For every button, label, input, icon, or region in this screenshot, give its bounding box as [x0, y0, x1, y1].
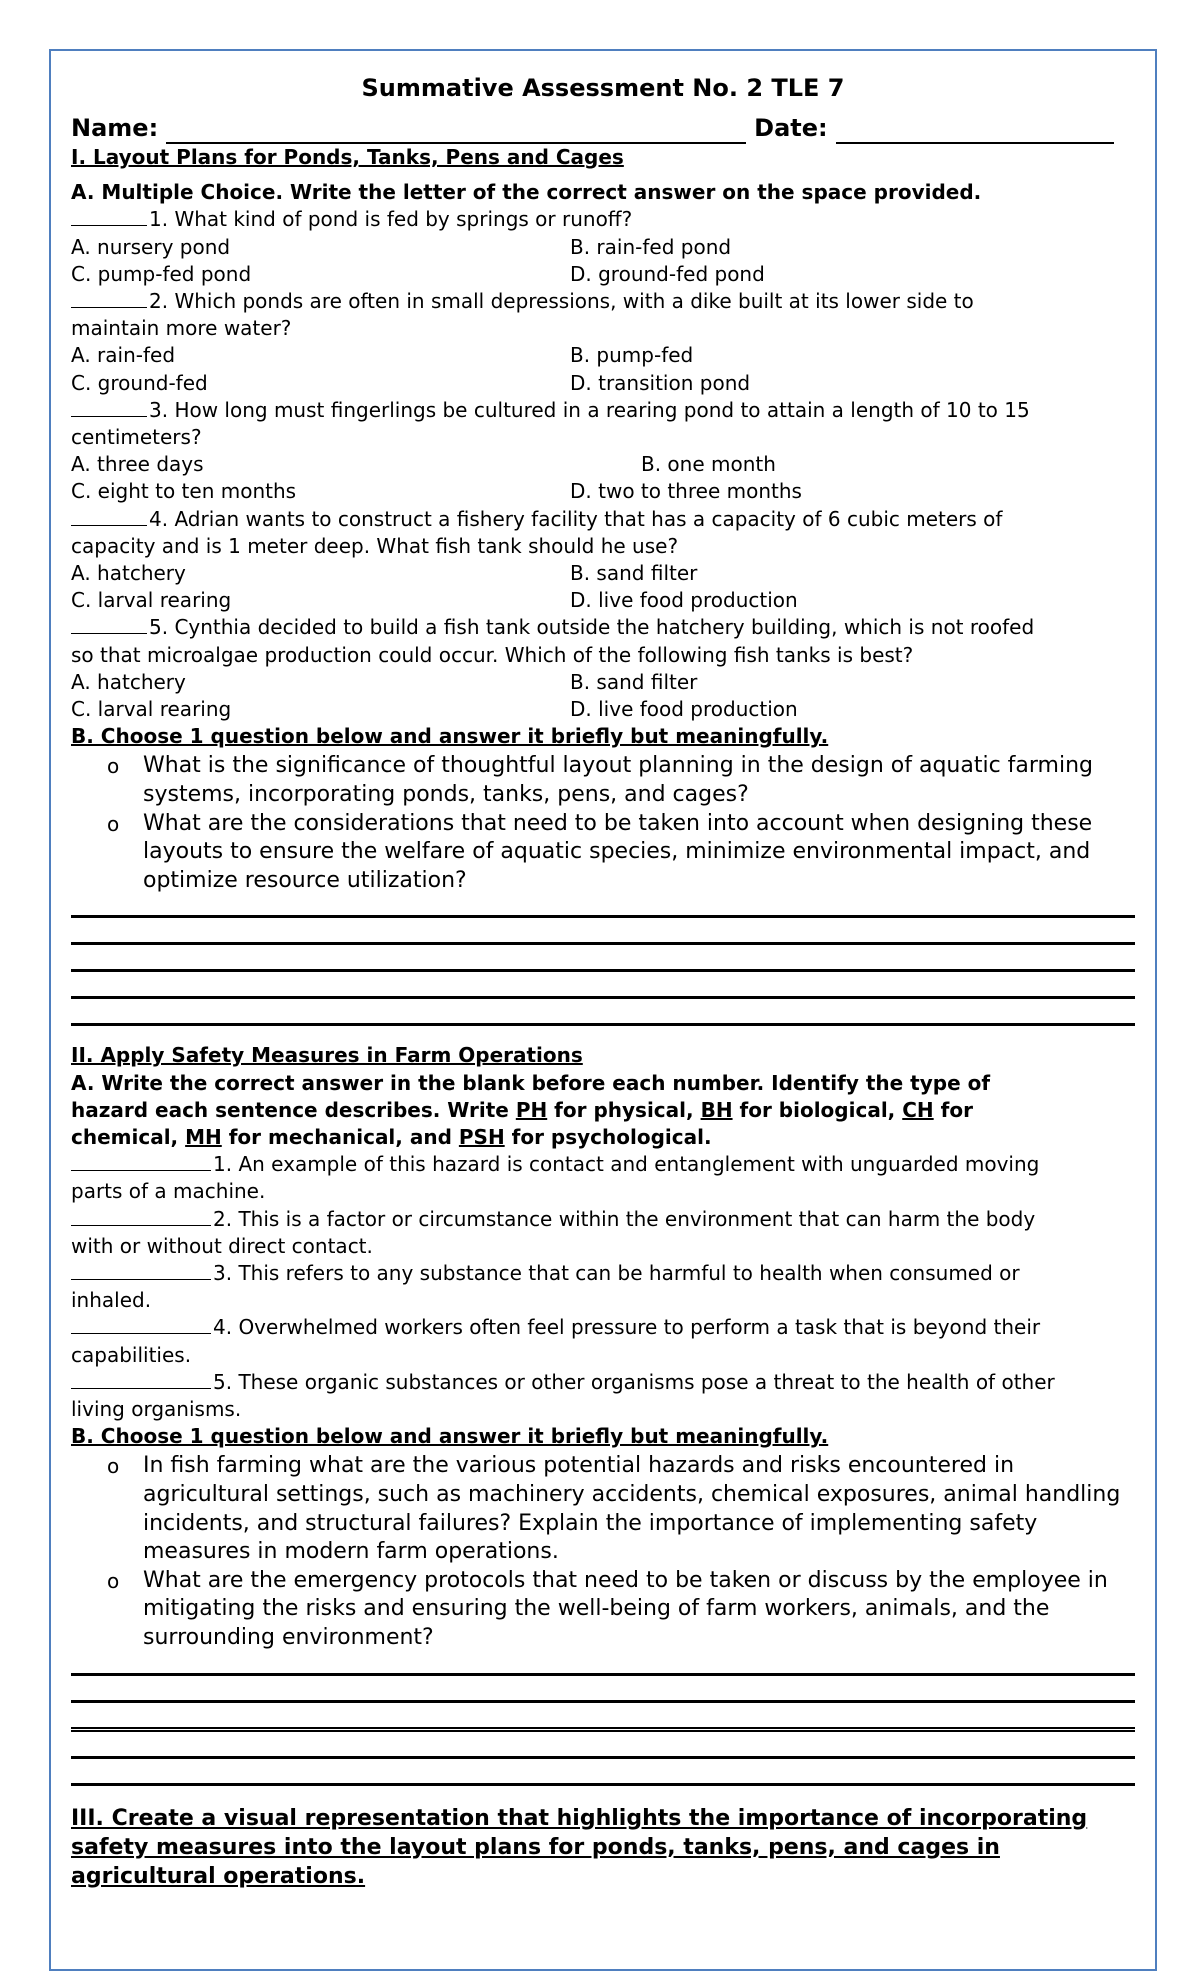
option-b: B. rain-fed pond [570, 234, 732, 259]
part1-b-instruction: B. Choose 1 question below and answer it briefly but meaningfully. [71, 724, 829, 749]
part2-b-questions [71, 1452, 1135, 1652]
mc-options-3 [71, 451, 1135, 478]
name-date-row [71, 112, 1135, 144]
page-title: Summative Assessment No. 2 TLE 7 [361, 74, 845, 102]
bullet-icon: o [107, 811, 120, 836]
hazard-blank-5[interactable] [71, 1370, 211, 1389]
date-label: Date: [754, 114, 828, 142]
assessment-sheet [71, 68, 1135, 1891]
mc-question-4-cont: capacity and is 1 meter deep. What fish tank should he use? [71, 533, 679, 558]
part2-a-instruction: A. Write the correct answer in the blank before each number. Identify the type of hazard each sentence describes. Write PH for physical, BH for biological, CH for chemical, MH for mechanical, and PSH for psychological. [71, 1070, 991, 1150]
mc-options-3b [71, 478, 1135, 505]
option-c: C. eight to ten months [71, 479, 297, 504]
hazard-blank-4[interactable] [71, 1315, 211, 1334]
part2-heading: II. Apply Safety Measures in Farm Operations [71, 1043, 583, 1068]
part3-instruction: III. Create a visual representation that highlights the importance of incorporating safety measures into the layout plans for ponds, tanks, pens, and cages in agricultural operations. [71, 1805, 1088, 1889]
option-d: D. two to three months [570, 479, 802, 504]
name-field[interactable] [166, 120, 746, 144]
hazard-blank-3[interactable] [71, 1261, 211, 1280]
part2-b-instruction: B. Choose 1 question below and answer it briefly but meaningfully. [71, 1424, 829, 1449]
option-b: B. one month [641, 452, 776, 477]
answer-blank-5[interactable] [71, 615, 147, 634]
mc-options-1 [71, 234, 1135, 261]
mc-question-5: 5. Cynthia decided to build a fish tank outside the hatchery building, which is not roofed [71, 614, 1135, 641]
date-field[interactable] [836, 120, 1114, 144]
part1-b-questions [71, 752, 1135, 895]
answer-blank-2[interactable] [71, 289, 147, 308]
hazard-item-2: 2. This is a factor or circumstance within the environment that can harm the body [71, 1206, 1135, 1233]
hazard-item-2-cont: with or without direct contact. [71, 1233, 373, 1258]
answer-line[interactable] [71, 1727, 1135, 1732]
hazard-item-1-cont: parts of a machine. [71, 1179, 266, 1204]
mc-question-2: 2. Which ponds are often in small depressions, with a dike built at its lower side to [71, 288, 1135, 315]
hazard-item-3: 3. This refers to any substance that can be harmful to health when consumed or [71, 1260, 1135, 1287]
mc-options-5b [71, 696, 1135, 723]
answer-line[interactable] [71, 1673, 1135, 1676]
name-label: Name: [71, 114, 159, 142]
hazard-item-5-cont: living organisms. [71, 1397, 242, 1422]
hazard-blank-2[interactable] [71, 1207, 211, 1226]
mc-options-1b [71, 261, 1135, 288]
option-a: A. three days [71, 452, 204, 477]
mc-options-4 [71, 560, 1135, 587]
mc-options-2b [71, 370, 1135, 397]
hazard-item-5: 5. These organic substances or other organisms pose a threat to the health of other [71, 1369, 1135, 1396]
option-a: A. nursery pond [71, 234, 231, 259]
answer-blank-3[interactable] [71, 398, 147, 417]
essay-option-1: o In fish farming what are the various potential hazards and risks encountered in agricultural settings, such as machinery accidents, chemical exposures, animal handling incidents, and structural failures? Explain the importance of implementing safety measures in modern farm operations. [107, 1453, 1121, 1565]
code-bh: BH [700, 1097, 733, 1122]
code-ch: CH [902, 1097, 934, 1122]
mc-question-5-cont: so that microalgae production could occur. Which of the following fish tanks is best? [71, 642, 914, 667]
hazard-item-4: 4. Overwhelmed workers often feel pressure to perform a task that is beyond their [71, 1314, 1135, 1341]
answer-blank-4[interactable] [71, 507, 147, 526]
mc-question-3: 3. How long must fingerlings be cultured in a rearing pond to attain a length of 10 to 15 [71, 397, 1135, 424]
essay-option-1: o What is the significance of thoughtful layout planning in the design of aquatic farming systems, incorporating ponds, tanks, pens, and cages? [107, 753, 1094, 808]
mc-options-4b [71, 587, 1135, 614]
option-a: A. hatchery [71, 561, 186, 586]
essay-option-2: o What are the emergency protocols that need to be taken or discuss by the employee in mitigating the risks and ensuring the well-being of farm workers, animals, and the surrounding environment? [107, 1567, 1108, 1651]
mc-question-4: 4. Adrian wants to construct a fishery facility that has a capacity of 6 cubic meters of [71, 506, 1135, 533]
option-c: C. larval rearing [71, 697, 232, 722]
hazard-item-1: 1. An example of this hazard is contact and entanglement with unguarded moving [71, 1151, 1135, 1178]
part1-a-instruction: A. Multiple Choice. Write the letter of the correct answer on the space provided. [71, 180, 982, 205]
part1-heading: I. Layout Plans for Ponds, Tanks, Pens and Cages [71, 145, 624, 169]
answer-line[interactable] [71, 1023, 1135, 1026]
bullet-icon: o [107, 1568, 120, 1593]
answer-line[interactable] [71, 942, 1135, 945]
option-b: B. sand filter [570, 669, 698, 694]
answer-line[interactable] [71, 996, 1135, 999]
option-b: B. pump-fed [570, 343, 694, 368]
option-a: A. rain-fed [71, 343, 176, 368]
essay-option-2: o What are the considerations that need to be taken into account when designing these layouts to ensure the welfare of aquatic species, minimize environmental impact, and optimize resource utilization? [107, 810, 1093, 893]
mc-options-2 [71, 342, 1135, 369]
option-c: C. ground-fed [71, 370, 208, 395]
answer-line[interactable] [71, 1700, 1135, 1703]
mc-question-1: 1. What kind of pond is fed by springs or runoff? [71, 206, 1135, 233]
option-a: A. hatchery [71, 669, 186, 694]
option-d: D. ground-fed pond [570, 261, 765, 286]
hazard-item-3-cont: inhaled. [71, 1288, 152, 1313]
option-d: D. live food production [570, 588, 798, 613]
code-mh: MH [185, 1125, 222, 1150]
option-d: D. transition pond [570, 370, 751, 395]
answer-line[interactable] [71, 915, 1135, 918]
code-ph: PH [515, 1097, 548, 1122]
mc-options-5 [71, 669, 1135, 696]
answer-line[interactable] [71, 1756, 1135, 1759]
option-d: D. live food production [570, 697, 798, 722]
hazard-item-4-cont: capabilities. [71, 1342, 192, 1367]
hazard-blank-1[interactable] [71, 1152, 211, 1171]
answer-blank-1[interactable] [71, 207, 147, 226]
option-c: C. larval rearing [71, 588, 232, 613]
option-b: B. sand filter [570, 561, 698, 586]
mc-question-3-cont: centimeters? [71, 425, 202, 450]
bullet-icon: o [107, 1454, 120, 1479]
mc-question-2-cont: maintain more water? [71, 316, 292, 341]
answer-line[interactable] [71, 1783, 1135, 1786]
answer-line[interactable] [71, 969, 1135, 972]
option-c: C. pump-fed pond [71, 261, 252, 286]
bullet-icon: o [107, 754, 120, 779]
code-psh: PSH [458, 1125, 505, 1150]
